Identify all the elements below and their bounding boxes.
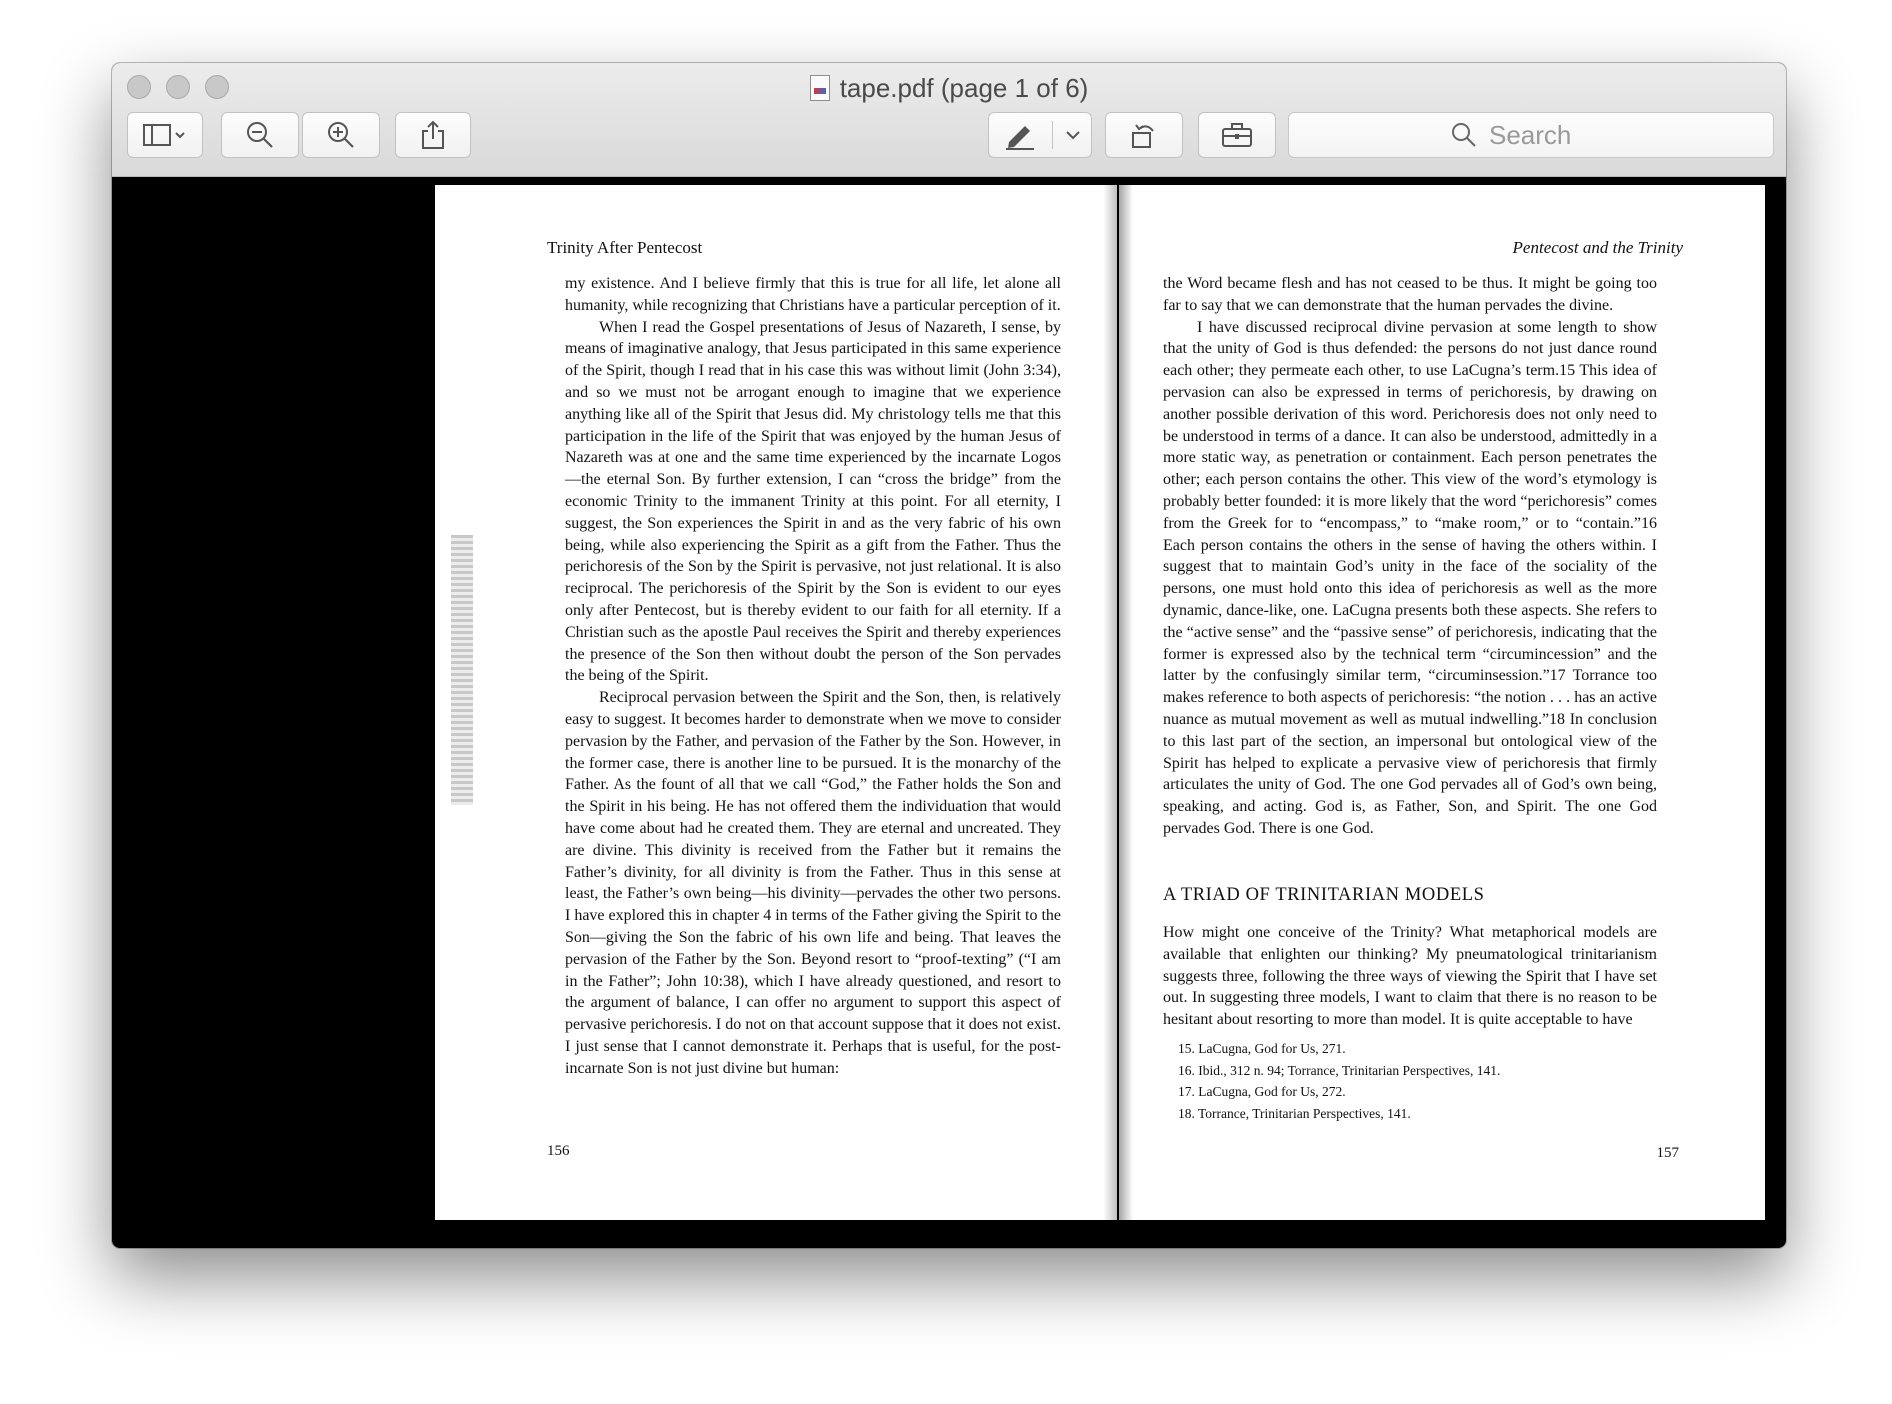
rotate-button[interactable] [1105, 112, 1183, 158]
toolbox-button[interactable] [1198, 112, 1276, 158]
section-text [1163, 922, 1657, 1031]
share-icon [420, 119, 446, 151]
search-icon [1451, 122, 1477, 148]
rotate-icon [1129, 120, 1159, 150]
page-number: 156 [547, 1143, 570, 1159]
share-button[interactable] [395, 112, 471, 158]
body-text-right [1163, 273, 1657, 840]
footnotes [1178, 1038, 1500, 1124]
document-view[interactable] [133, 177, 1765, 1248]
zoom-out-icon [245, 120, 275, 150]
footnote: 15. LaCugna, God for Us, 271. [1178, 1041, 1346, 1056]
paragraph: I have discussed reciprocal divine pervasion at some length to show that the unity of God is thus defended: the persons do not just dance round each other; they permeate each other, to use LaCugna’s term.15 This idea of pervasion can also be expressed in terms of perichoresis, by drawing on another possible derivation of this word. Perichoresis does not only need to be understood in terms of a dance. It can also be understood, admittedly in a more static way, as penetration or containment. Each person penetrates the other; each person contains the other. This view of the word’s etymology is probably better founded: it is more likely that the word “perichoresis” comes from the Greek for to “encompass,” to “make room,” or to “contain.”16 Each person contains the others in the sense of having the others within. I suggest that to maintain God’s unity in the face of the sociality of the persons, one must hold onto this idea of perichoresis as well as the more dynamic, dance-like, one. LaCugna presents both these aspects. She refers to the “active sense” and the “passive sense” of perichoresis, indicating that the former is expressed also by the technical term “circumincession” and the latter by the confusingly similar term, “circuminsession.”17 Torrance too makes reference to both aspects of perichoresis: “the notion . . . has an active nuance as mutual movement as well as mutual indwelling.”18 In conclusion to this last part of the section, an impersonal but ontological view of the Spirit has helped to explicate a pervasive view of perichoresis that firmly articulates the unity of God. The one God pervades all of God’s own being, speaking, and acting. God is, as Father, Son, and Spirit. The one God pervades God. There is one God. [1163, 318, 1657, 837]
running-head-left: Trinity After Pentecost [547, 238, 703, 257]
running-head-right: Pentecost and the Trinity [1512, 238, 1683, 257]
paragraph: Reciprocal pervasion between the Spirit and the Son, then, is relatively easy to suggest. It becomes harder to demonstrate when we move to consider pervasion by the Father, and pervasion of the Father by the Son. However, in the former case, there is another line to be pursued. It is the monarchy of the Father. As the fount of all that we call “God,” the Father holds the Son and the Spirit in his being. He has not offered them the individuation that would have come about had he created them. They are eternal and uncreated. They are divine. This divinity is received from the Father but it remains the Father’s divinity, for all divinity is from the Father. Thus in this sense at least, the Father’s own being—his divinity—pervades the other two persons. I have explored this in chapter 4 in terms of the Father giving the Spirit to the Son—giving the Son the fabric of his own life and being. That leaves the pervasion of the Father by the Son. Beyond resort to “proof-texting” (“I am in the Father”; John 10:38), which I have already questioned, and resort to the argument of balance, I can offer no argument to support this aspect of pervasive perichoresis. I do not on that account suppose that it does not exist. I just sense that I cannot demonstrate it. Perhaps that is useful, for the post-incarnate Son is not just divine but human: [565, 689, 1061, 1077]
paragraph: my existence. And I believe firmly that this is true for all life, let alone all humanity, while recognizing that Christians have a particular perception of it. [565, 275, 1061, 314]
footnote: 16. Ibid., 312 n. 94; Torrance, Trinitarian Perspectives, 141. [1178, 1062, 1501, 1078]
section-heading: A TRIAD OF TRINITARIAN MODELS [1163, 885, 1485, 905]
page-gutter-shadow [1119, 185, 1133, 1220]
paragraph: How might one conceive of the Trinity? What metaphorical models are available that enlighten our thinking? My pneumatological trinitarianism suggests three, following the three ways of viewing the Spirit that I have set out. In suggesting three models, I want to claim that there is no reason to be hesitant about resorting to more than model. It is quite acceptable to have [1163, 924, 1657, 1029]
markup-button[interactable] [988, 112, 1092, 158]
search-input[interactable] [1487, 119, 1611, 152]
markup-split-divider [1052, 121, 1053, 149]
search-field[interactable] [1288, 112, 1774, 158]
chevron-down-icon[interactable] [1063, 128, 1083, 142]
library-stamp [451, 535, 473, 805]
zoom-in-button[interactable] [302, 112, 380, 158]
footnote: 18. Torrance, Trinitarian Perspectives, 141. [1178, 1105, 1411, 1121]
window-title [112, 73, 1786, 104]
page-gutter-shadow [1103, 185, 1117, 1220]
footnote: 17. LaCugna, God for Us, 272. [1178, 1084, 1346, 1099]
sidebar-button[interactable] [127, 112, 203, 158]
body-text-left [565, 273, 1061, 1079]
toolbox-icon [1220, 121, 1254, 149]
pen-icon [1003, 120, 1037, 150]
preview-window [112, 63, 1786, 1248]
page-156 [435, 185, 1117, 1220]
window-title-text: tape.pdf (page 1 of 6) [839, 73, 1089, 103]
pdf-document-icon [810, 75, 830, 101]
page-157 [1119, 185, 1765, 1220]
zoom-in-icon [326, 120, 356, 150]
paragraph: When I read the Gospel presentations of Jesus of Nazareth, I sense, by means of imaginative analogy, that Jesus participated in this same experience of the Spirit, though I read that in his case this was without limit (John 3:34), and so we must not be arrogant enough to imagine that we experience anything like all of the Spirit that Jesus did. My christology tells me that this participation in the life of the Spirit that was enjoyed by the human Jesus of Nazareth was at one and the same time experienced by the incarnate Logos—the eternal Son. By further extension, I can “cross the bridge” from the economic Trinity to the immanent Trinity at this point. For all eternity, I suggest, the Son experiences the Spirit in and as the very fabric of his own being, while also experiencing the Spirit as a gift from the Father. Thus the perichoresis of the Son by the Spirit is pervasive, not just relational. It is also reciprocal. The perichoresis of the Spirit by the Son is evident to our eyes only after Pentecost, but is thereby evident to our faith for all eternity. If a Christian such as the apostle Paul receives the Spirit and thereby experiences the presence of the Son then without doubt the person of the Son pervades the being of the Spirit. [565, 318, 1061, 685]
paragraph: the Word became flesh and has not ceased to be thus. It might be going too far to say that we can demonstrate that the human pervades the divine. [1163, 275, 1657, 314]
titlebar [112, 63, 1786, 177]
page-number: 157 [1656, 1145, 1679, 1161]
sidebar-icon [142, 122, 188, 148]
zoom-out-button[interactable] [221, 112, 299, 158]
